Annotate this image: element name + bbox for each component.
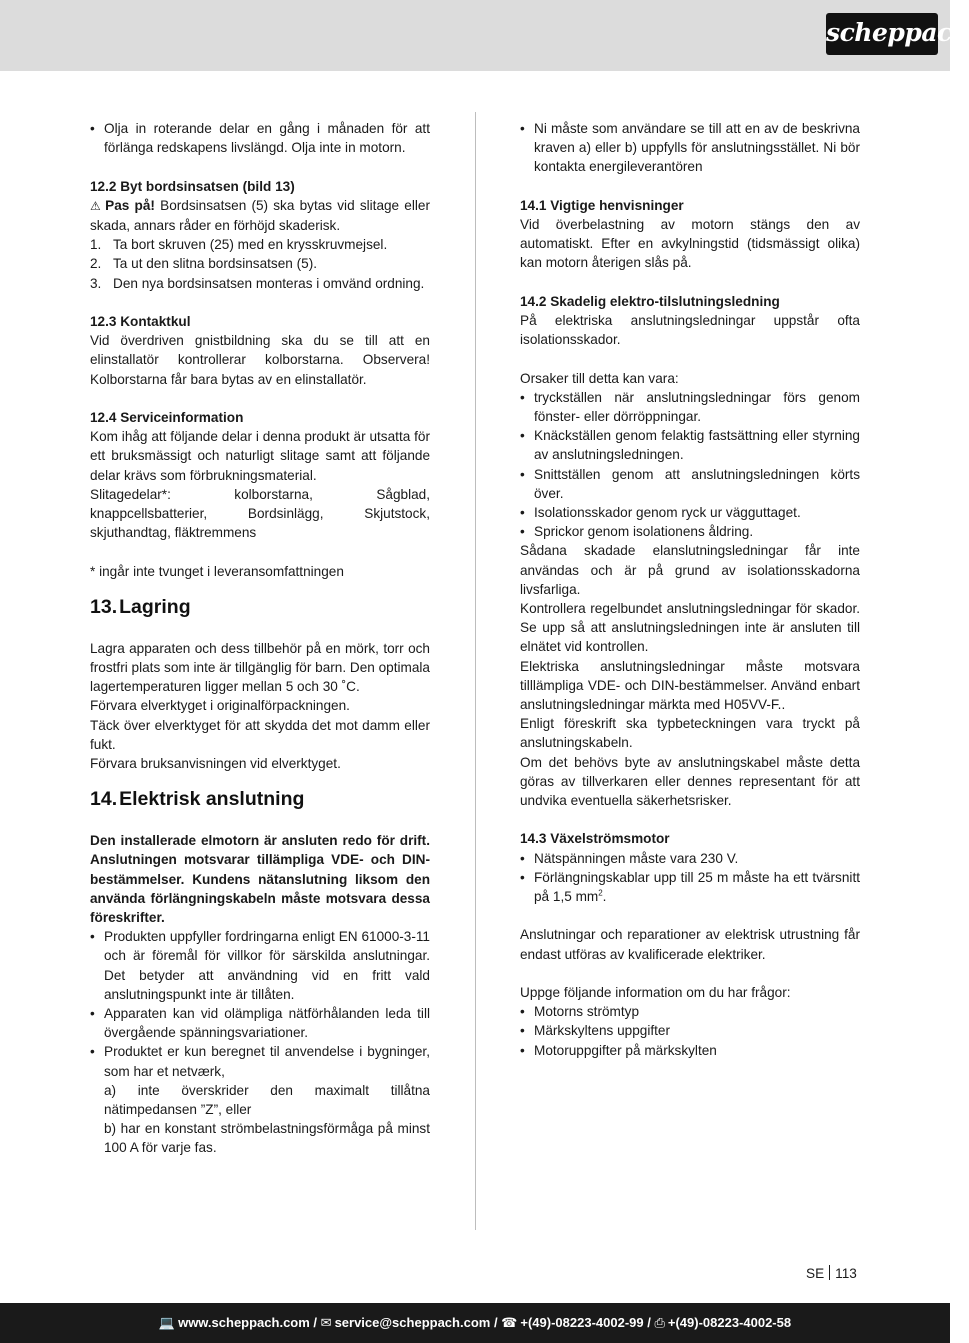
footer-separator: / bbox=[490, 1315, 502, 1330]
section-title-14-1: 14.1 Vigtige henvisninger bbox=[520, 197, 684, 213]
list-item bbox=[90, 1042, 430, 1157]
list-item: • Märkskyltens uppgifter bbox=[520, 1021, 860, 1040]
list-item bbox=[90, 274, 430, 293]
fax-icon: ⎙ bbox=[654, 1315, 665, 1330]
list-item: • Motoruppgifter på märkskylten bbox=[520, 1041, 860, 1060]
causes-list bbox=[520, 388, 860, 542]
paragraph: Lagra apparaten och dess tillbehör på en mörk, torr och frostfri plats som inte är tillgänglig för barn. Den optimala lagertemperaturen ligger mellan 5 och 30 ˚C. bbox=[90, 640, 430, 695]
paragraph: Vid överbelastning av motorn stängs den av automatiskt. Efter en avkylningstid (tidsmässigt olika) kan motorn återigen slås på. bbox=[520, 217, 860, 271]
paragraph: Sådana skadade elanslutningsledningar får inte användas och är på grund av isolationsskadorna livsfarliga. bbox=[520, 543, 860, 597]
intro-bullet-list bbox=[90, 119, 430, 157]
step-text: Ta ut den slitna bordsinsatsen (5). bbox=[113, 256, 318, 272]
list-item bbox=[90, 235, 430, 254]
info-list bbox=[520, 1002, 860, 1060]
page-number-value: 113 bbox=[835, 1266, 857, 1281]
sub-item-a: a) inte överskrider den maximalt tillåtna nätimpedansen ”Z”, eller bbox=[104, 1082, 430, 1118]
section-title-12-2: 12.2 Byt bordsinsatsen (bild 13) bbox=[90, 178, 295, 194]
list-item: • Isolationsskador genom ryck ur vägguttaget. bbox=[520, 503, 860, 522]
paragraph: Förvara elverktyget i originalförpackningen. bbox=[90, 698, 350, 714]
footer-fax: +(49)-08223-4002-58 bbox=[667, 1315, 792, 1330]
paragraph: Slitagedelar*: kolborstarna, Sågblad, knappcellsbatterier, Bordsinlägg, Skjutstock, skjuthandtag, fläktremmens bbox=[90, 486, 430, 541]
list-item-end: . bbox=[602, 889, 607, 905]
phone-icon: ☎ bbox=[501, 1315, 518, 1330]
list-item bbox=[520, 868, 860, 906]
warning-text: Bordsinsatsen (5) ska bytas vid slitage eller skada, annars råder en förhöjd skaderisk. bbox=[90, 197, 430, 233]
paragraph: Förvara bruksanvisningen vid elverktyget. bbox=[90, 756, 341, 772]
page-language: SE bbox=[806, 1266, 825, 1281]
list-item-text: Förlängningskablar upp till 25 m måste ha ett tvärsnitt på 1,5 mm bbox=[534, 869, 860, 905]
sub-item-b: b) har en konstant strömbelastningsförmåga på minst 100 A för varje fas. bbox=[104, 1121, 430, 1156]
right-column bbox=[520, 119, 860, 1060]
paragraph: Kom ihåg att följande delar i denna produkt är utsatta för ett bruksmässigt och naturligt slitage samt att följande delar krävs som förbrukningsmaterial. bbox=[90, 429, 430, 483]
list-item: • Produkten uppfyller fordringarna enligt EN 61000-3-11 och är föremål för villkor för särskilda anslutningar. Det betyder att användning vid en fritt vald anslutningspunkt inte är tillåten. bbox=[90, 927, 430, 1004]
column-divider bbox=[475, 112, 476, 1230]
paragraph: Orsaker till detta kan vara: bbox=[520, 370, 679, 386]
heading-text: Elektrisk anslutning bbox=[119, 788, 305, 811]
heading-text: Lagring bbox=[119, 595, 191, 618]
list-item: • Sprickor genom isolationens åldring. bbox=[520, 522, 860, 541]
section-title-12-4: 12.4 Serviceinformation bbox=[90, 410, 244, 425]
scheppach-logo: scheppach bbox=[826, 13, 938, 55]
step-text: Ta bort skruven (25) med en krysskruvmejsel. bbox=[113, 237, 388, 253]
heading-number: 14. bbox=[90, 788, 118, 811]
paragraph: Uppge följande information om du har frågor: bbox=[520, 985, 791, 1001]
footnote: * ingår inte tvunget i leveransomfattningen bbox=[90, 563, 344, 579]
heading-number: 13. bbox=[90, 595, 118, 618]
mail-icon: ✉ bbox=[320, 1315, 332, 1330]
paragraph: Anslutningar och reparationer av elektrisk utrustning får endast utföras av kvalificerade elektriker. bbox=[520, 927, 860, 962]
step-number: 1. bbox=[90, 237, 102, 253]
bullet-list bbox=[520, 119, 860, 177]
list-item: • Olja in roterande delar en gång i månaden för att förlänga redskapens livslängd. Olja inte in motorn. bbox=[90, 119, 430, 157]
step-text: Den nya bordsinsatsen monteras i omvänd ordning. bbox=[113, 275, 425, 291]
list-item: • Ni måste som användare se till att en av de beskrivna kraven a) eller b) uppfylls för anslutningsstället. Ni bör kontakta energileverantören bbox=[520, 119, 860, 177]
list-item bbox=[90, 254, 430, 273]
heading-14 bbox=[90, 787, 430, 811]
header-band bbox=[0, 0, 969, 71]
paragraph: Enligt föreskrift ska typbeteckningen vara tryckt på anslutningskabeln. bbox=[520, 716, 860, 751]
left-column bbox=[90, 119, 430, 1158]
footer-band bbox=[0, 1303, 950, 1343]
list-item: • Nätspänningen måste vara 230 V. bbox=[520, 849, 860, 868]
list-item: • Snittställen genom att anslutningsledningen körts över. bbox=[520, 465, 860, 503]
paragraph: Om det behövs byte av anslutningskabel måste detta göras av tillverkaren eller dennes representant för att undvika eventuella säkerhetsrisker. bbox=[520, 754, 860, 809]
heading-13 bbox=[90, 595, 430, 619]
step-number: 3. bbox=[90, 275, 102, 291]
paragraph: Täck över elverktyget för att skydda det mot damm eller fukt. bbox=[90, 717, 430, 752]
list-item: • Apparaten kan vid olämpliga nätförhålanden leda till övergående spänningsvariationer. bbox=[90, 1004, 430, 1042]
footer-separator: / bbox=[643, 1315, 655, 1330]
bullet-list bbox=[520, 849, 860, 907]
footer-separator: / bbox=[309, 1315, 321, 1330]
warning-triangle-icon: ⚠ bbox=[90, 198, 103, 213]
page-number bbox=[806, 1265, 857, 1281]
steps-list bbox=[90, 235, 430, 293]
computer-icon: 💻 bbox=[158, 1315, 176, 1330]
list-item-text: Produktet er kun beregnet til anvendelse i bygninger, som har et netværk, bbox=[104, 1044, 430, 1079]
footer-phone[interactable]: +(49)-08223-4002-99 bbox=[520, 1315, 644, 1330]
section-title-14-3: 14.3 Växelströmsmotor bbox=[520, 831, 670, 847]
warning-paragraph bbox=[90, 196, 430, 235]
list-item: • Knäckställen genom felaktig fastsättning eller styrning av anslutningsledningen. bbox=[520, 426, 860, 464]
bullet-list bbox=[90, 927, 430, 1157]
step-number: 2. bbox=[90, 256, 102, 272]
list-item: • Motorns strömtyp bbox=[520, 1002, 860, 1021]
list-item: • tryckställen när anslutningsledningar förs genom fönster- eller dörröppningar. bbox=[520, 388, 860, 426]
paragraph: Elektriska anslutningsledningar måste motsvara tilllämpliga VDE- och DIN-bestämmelser. Använd enbart anslutningsledningar märkta med H05VV-F.. bbox=[520, 658, 860, 713]
paragraph: På elektriska anslutningsledningar uppstår ofta isolationsskador. bbox=[520, 313, 860, 348]
footer-website-link[interactable]: www.scheppach.com bbox=[178, 1315, 310, 1330]
warning-label: Pas på! bbox=[105, 197, 155, 213]
page-number-divider bbox=[829, 1265, 830, 1280]
paragraph: Kontrollera regelbundet anslutningsledningar för skador. Se upp så att anslutningsledningen inte är ansluten till elnätet vid kontrollen. bbox=[520, 601, 860, 655]
section-title-14-2: 14.2 Skadelig elektro-tilslutningsledning bbox=[520, 293, 780, 309]
superscript: 2 bbox=[598, 888, 603, 898]
bold-paragraph: Den installerade elmotorn är ansluten redo för drift. Anslutningen motsvarar tillämpliga VDE- och DIN-bestämmelser. Kundens nätanslutning liksom den använda förlängningskabeln måste motsvara dessa föreskrifter. bbox=[90, 833, 430, 926]
section-title-12-3: 12.3 Kontaktkul bbox=[90, 314, 191, 329]
footer-email-link[interactable]: service@scheppach.com bbox=[334, 1315, 491, 1330]
paragraph: Vid överdriven gnistbildning ska du se till att en elinstallatör kontrollerar kolborstarna. Observera! Kolborstarna får bara bytas av en elinstallatör. bbox=[90, 333, 430, 387]
